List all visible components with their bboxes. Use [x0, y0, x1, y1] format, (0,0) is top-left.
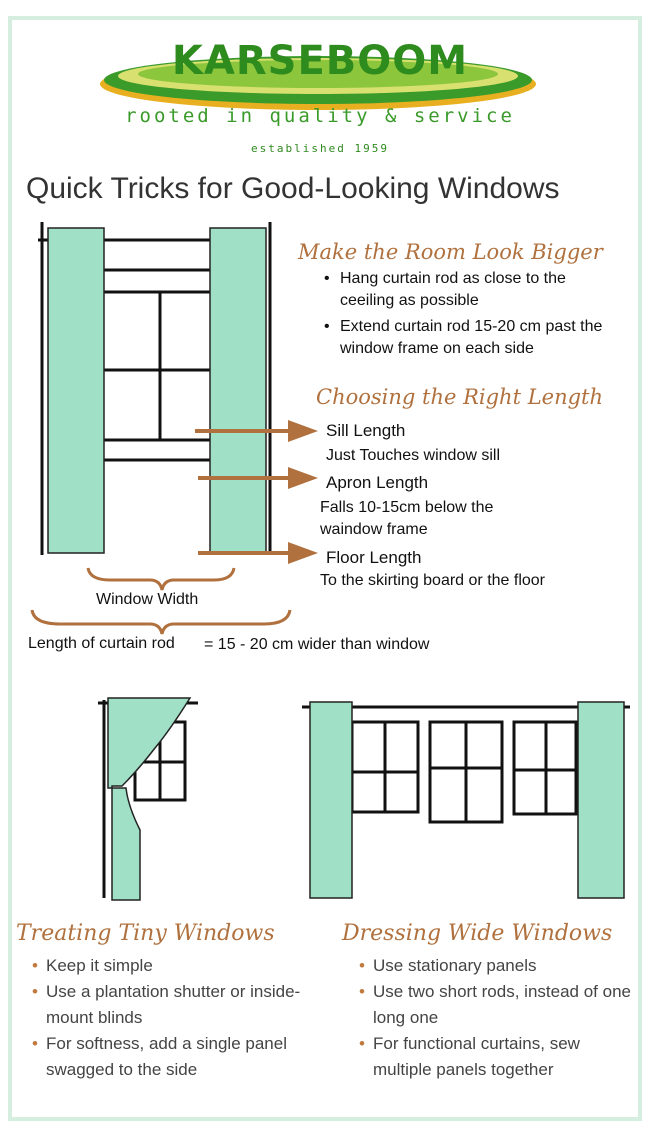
list-item: • Extend curtain rod 15-20 cm past the window frame on each side	[318, 316, 608, 360]
list-item: • Use stationary panels	[357, 953, 642, 979]
list-item: • Use two short rods, instead of one long one	[357, 979, 642, 1031]
page-title: Quick Tricks for Good-Looking Windows	[26, 172, 560, 205]
list-item: • For softness, add a single panel swagged to the side	[30, 1031, 310, 1083]
window-width-label: Window Width	[96, 591, 199, 608]
wide-window-diagram	[302, 702, 630, 898]
floor-desc: To the skirting board or the floor	[320, 572, 546, 589]
tiny-window-diagram	[98, 698, 198, 900]
sill-desc: Just Touches window sill	[326, 447, 501, 464]
list-item: • Use a plantation shutter or inside-mount blinds	[30, 979, 310, 1031]
apron-desc: Falls 10-15cm below the waindow frame	[320, 499, 494, 538]
list-item: • For functional curtains, sew multiple panels together	[357, 1031, 642, 1083]
brand-established: established 1959	[251, 142, 389, 155]
rod-length-label: Length of curtain rod	[28, 635, 175, 652]
bigger-heading: Make the Room Look Bigger	[298, 240, 603, 264]
curtain-panel-right	[210, 228, 266, 553]
tiny-heading: Treating Tiny Windows	[16, 921, 275, 946]
window-width-brace	[88, 568, 234, 590]
list-item: • Keep it simple	[30, 953, 310, 979]
brand-tagline: rooted in quality & service	[125, 105, 515, 127]
tiny-list	[30, 953, 310, 1083]
wide-heading: Dressing Wide Windows	[342, 921, 613, 946]
rod-width-brace	[32, 610, 290, 634]
bigger-list	[318, 268, 608, 360]
floor-label: Floor Length	[326, 548, 422, 567]
list-item: • Hang curtain rod as close to the ceeiling as possible	[318, 268, 608, 312]
length-heading: Choosing the Right Length	[316, 385, 603, 409]
wide-list	[357, 953, 642, 1083]
apron-label: Apron Length	[326, 473, 429, 492]
brand-name: KARSEBOOM	[171, 38, 469, 84]
curtain-panel-left	[48, 228, 104, 553]
sill-label: Sill Length	[326, 421, 406, 440]
rod-length-value: = 15 - 20 cm wider than window	[204, 636, 430, 653]
